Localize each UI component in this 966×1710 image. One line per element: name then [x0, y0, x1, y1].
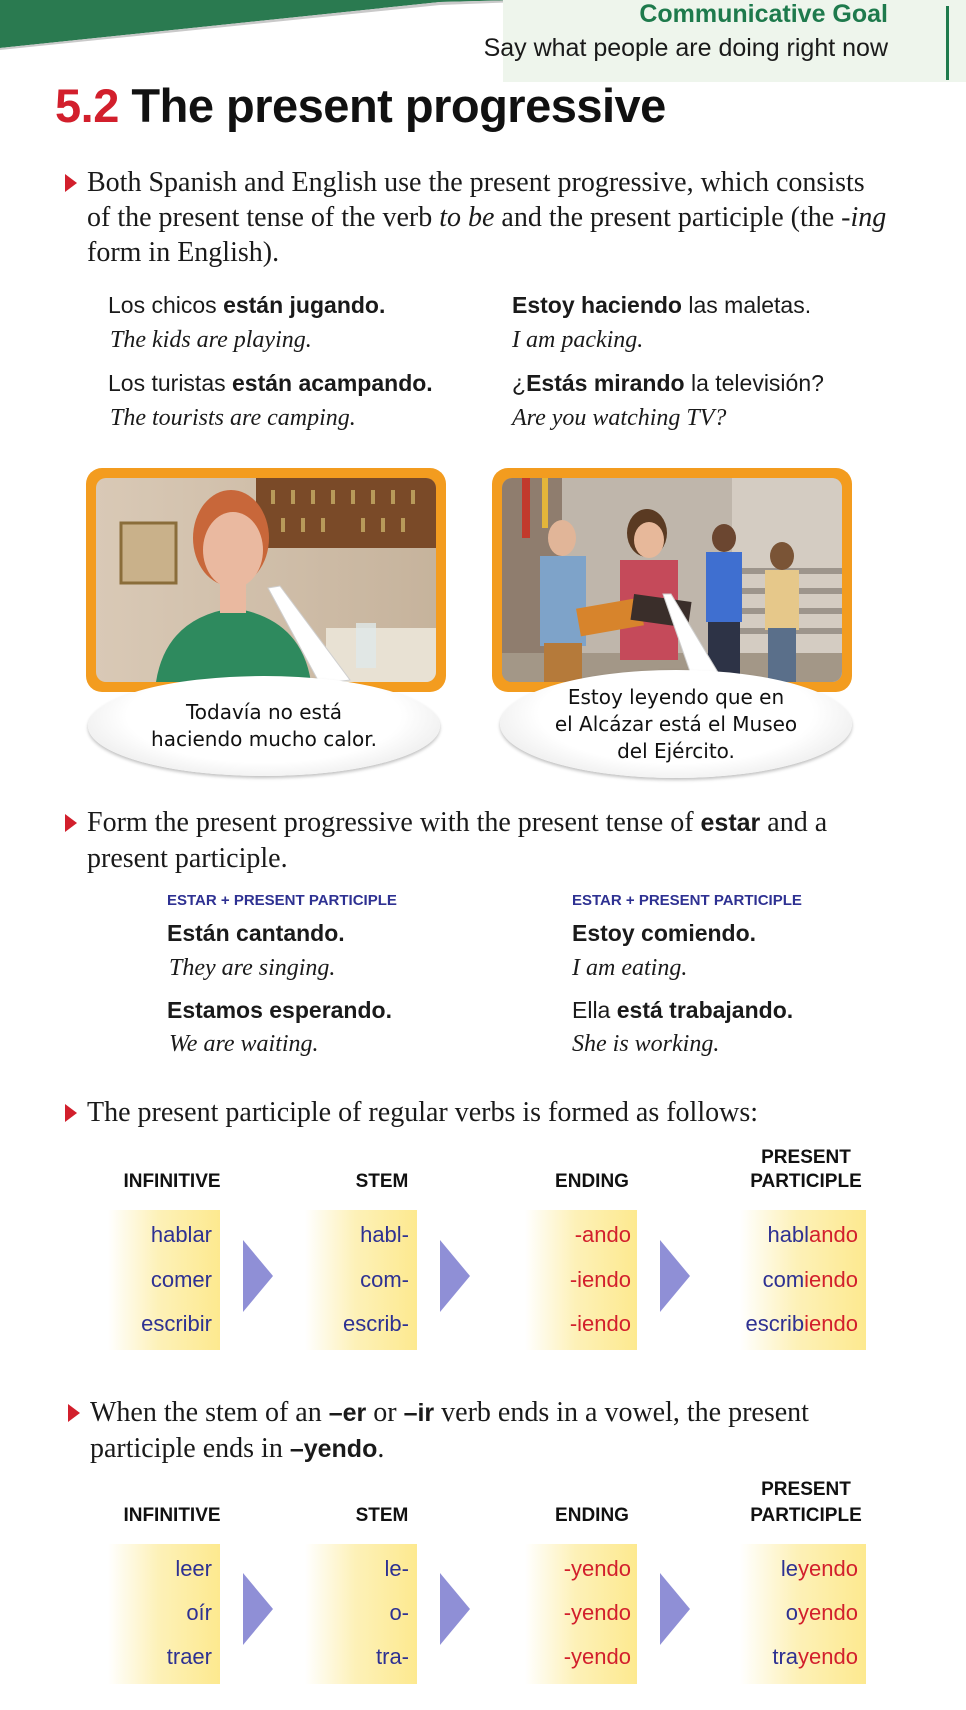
bullet-triangle-icon [68, 1404, 80, 1422]
bullet-1-line-2: of the present tense of the verb to be and the present participle (the -ing [87, 202, 887, 233]
example-english: She is working. [572, 1031, 720, 1057]
header-green-band [0, 0, 520, 50]
bullet-4-line-2: participle ends in –yendo. [90, 1433, 385, 1464]
bullet-triangle-icon [65, 174, 77, 192]
participle-cell: comiendo [762, 1267, 858, 1292]
ending-cell: -yendo [563, 1556, 631, 1581]
bullet-1 [87, 165, 957, 270]
arrow-right-icon [660, 1240, 690, 1312]
participle-cell: escribiendo [745, 1311, 858, 1336]
stem-cell: escrib- [342, 1311, 409, 1336]
participle-cell: trayendo [772, 1644, 858, 1669]
example-spanish: Estoy haciendo las maletas. [512, 292, 812, 318]
bullet-4 [90, 1395, 960, 1467]
header-present: PRESENT [761, 1147, 851, 1168]
arrow-right-icon [660, 1573, 690, 1645]
participle-cell: oyendo [785, 1600, 858, 1625]
section-title-text: The present progressive [131, 79, 666, 132]
arrow-right-icon [243, 1573, 273, 1645]
section-title [55, 78, 666, 133]
stem-cell: tra- [376, 1644, 409, 1669]
header-ending: ENDING [555, 1505, 629, 1526]
bullet-1-line-3: form in English). [87, 237, 280, 268]
example-spanish: Los chicos están jugando. [108, 292, 386, 318]
bullet-2-line-1: Form the present progressive with the present tense of estar and a [87, 807, 828, 838]
right-caption-line-2: el Alcázar está el Museo [554, 711, 798, 736]
example-spanish: Estoy comiendo. [572, 920, 757, 946]
example-english: I am packing. [512, 327, 644, 353]
estar-participle-label: ESTAR + PRESENT PARTICIPLE [572, 892, 802, 909]
ending-cell: -yendo [563, 1600, 631, 1625]
header-participle: PARTICIPLE [750, 1505, 862, 1526]
header-participle: PARTICIPLE [750, 1171, 862, 1192]
bullet-2-line-2: present participle. [87, 843, 288, 874]
bullet-4-line-1: When the stem of an –er or –ir verb ends in a vowel, the present [90, 1397, 809, 1428]
goal-accent-bar [946, 6, 949, 80]
bullet-triangle-icon [65, 1104, 77, 1122]
example-spanish: Los turistas están acampando. [108, 370, 433, 396]
right-caption-line-3: del Ejército. [617, 738, 735, 763]
infinitive-cell: escribir [141, 1311, 212, 1336]
infinitive-cell: oír [186, 1600, 212, 1625]
infinitive-cell: comer [150, 1267, 212, 1292]
ending-cell: -ando [574, 1222, 631, 1247]
stem-cell: o- [389, 1600, 409, 1625]
speech-bubble-right [500, 670, 852, 778]
stem-cell: le- [384, 1556, 409, 1581]
example-english: They are singing. [169, 955, 336, 981]
speech-tail-left [260, 580, 360, 690]
stem-cell: habl- [360, 1222, 409, 1247]
left-caption-line-1: Todavía no está [185, 700, 343, 724]
arrow-right-icon [440, 1573, 470, 1645]
header-infinitive: INFINITIVE [123, 1505, 221, 1526]
example-spanish: ¿Estás mirando la televisión? [512, 370, 824, 396]
bullet-3 [87, 1095, 957, 1130]
right-caption-line-1: Estoy leyendo que en [567, 684, 785, 709]
header-ending: ENDING [555, 1171, 629, 1192]
bullet-3-text: The present participle of regular verbs is formed as follows: [87, 1097, 759, 1128]
example-english: I am eating. [572, 955, 688, 981]
speech-bubble-left [88, 676, 440, 776]
left-caption-line-2: haciendo mucho calor. [151, 727, 377, 751]
estar-participle-label: ESTAR + PRESENT PARTICIPLE [167, 892, 397, 909]
ending-cell: -yendo [563, 1644, 631, 1669]
participle-cell: hablando [767, 1222, 858, 1247]
header-stem: STEM [355, 1505, 409, 1526]
header-present: PRESENT [761, 1479, 851, 1500]
bullet-triangle-icon [65, 814, 77, 832]
ending-cell: -iendo [569, 1311, 631, 1336]
example-spanish: Están cantando. [167, 920, 345, 946]
example-spanish: Estamos esperando. [167, 997, 392, 1023]
arrow-right-icon [440, 1240, 470, 1312]
ending-cell: -iendo [569, 1267, 631, 1292]
infinitive-cell: leer [175, 1556, 212, 1581]
example-english: Are you watching TV? [512, 405, 727, 431]
section-number: 5.2 [55, 79, 119, 132]
communicative-goal-title: Communicative Goal [639, 0, 888, 28]
bullet-2 [87, 805, 957, 876]
example-english: The kids are playing. [110, 327, 312, 353]
example-spanish: Ella está trabajando. [572, 997, 794, 1023]
infinitive-cell: traer [166, 1644, 212, 1669]
bullet-1-line-1: Both Spanish and English use the present progressive, which consists [87, 167, 865, 198]
example-english: We are waiting. [169, 1031, 319, 1057]
example-english: The tourists are camping. [110, 405, 356, 431]
stem-cell: com- [360, 1267, 409, 1292]
communicative-goal-text: Say what people are doing right now [483, 34, 888, 62]
infinitive-cell: hablar [150, 1222, 212, 1247]
arrow-right-icon [243, 1240, 273, 1312]
participle-cell: leyendo [780, 1556, 858, 1581]
header-infinitive: INFINITIVE [123, 1171, 221, 1192]
header-stem: STEM [355, 1171, 409, 1192]
